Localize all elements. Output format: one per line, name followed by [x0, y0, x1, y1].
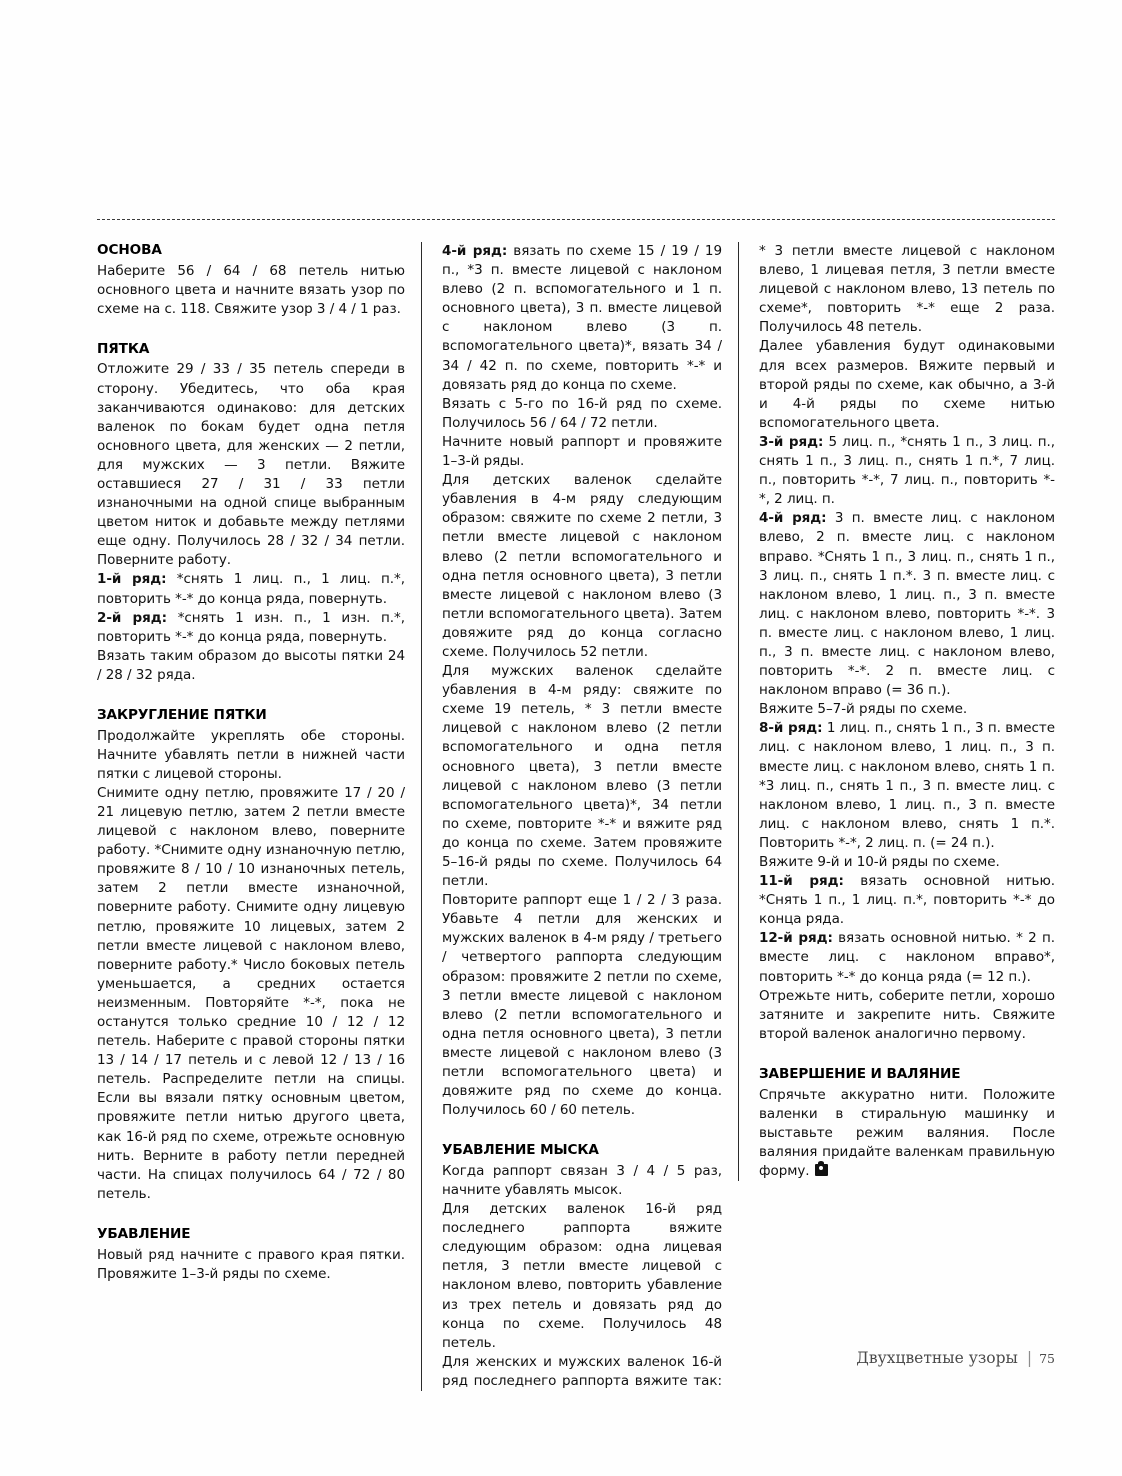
paragraph-myska-1: Когда раппорт связан 3 / 4 / 5 раз, начните убавлять мысок. — [442, 1162, 722, 1198]
three-column-layout — [97, 242, 1055, 1391]
paragraph-c2-2: Вязать с 5-го по 16-й ряд по схеме. Получилось 56 / 64 / 72 петли. — [442, 395, 722, 431]
page-number: 75 — [1039, 1351, 1055, 1366]
paragraph-pyatka-row1: 1-й ряд: *снять 1 лиц. п., 1 лиц. п.*, повторить *-* до конца ряда, повернуть. — [97, 571, 405, 607]
section-heading-zavershenie: ЗАВЕРШЕНИЕ И ВАЛЯНИЕ — [759, 1065, 961, 1082]
paragraph-osnova-1: Наберите 56 / 64 / 68 петель нитью основного цвета и начните вязать узор по схеме на с. 118. Свяжите узор 3 / 4 / 1 раз. — [97, 262, 405, 317]
paragraph-c2-4: Для детских валенок сделайте убавления в 4-м ряду следующим образом: свяжите по схеме 2 петли, 3 петли вместе лицевой с наклоном влево (2 петли вспомогательного и одна петля основного цвета), 3 петли вместе лицевой с наклоном влево (3 петли вспомогательного цвета). Затем довяжите ряд до конца согласно схеме. Получилось 52 петли. — [442, 472, 722, 660]
paragraph-pyatka-row2: 2-й ряд: *снять 1 изн. п., 1 изн. п.*, повторить *-* до конца ряда, повернуть. — [97, 609, 405, 645]
paragraph-zakruglenie-2: Снимите одну петлю, провяжите 17 / 20 / 21 лицевую петлю, затем 2 петли вместе лицевой с наклоном влево, поверните работу. *Снимите одну изнаночную петлю, провяжите 8 / 10 / 10 изнаночных петель, затем 2 петли вместе изнаночной, поверните работу. Снимите одну лицевую петлю, провяжите 10 лицевых, затем 2 петли вместе лицевой с наклоном влево, поверните работу.* Число боковых петель уменьшается, а средних остается неизменным. Повторяйте *-*, пока не останутся только средние 10 / 12 / 12 петель. Наберите с правой стороны пятки 13 / 14 / 17 петель и с левой 12 / 13 / 16 петель. Распределите петли на спицы. Если вы вязали пятку основным цветом, провяжите петли нитью другого цвета, как 16-й ряд по схеме, отрежьте основную нить. Верните в работу петли передней части. На спицах получилось 64 / 72 / 80 петель. — [97, 784, 405, 1202]
row-label: 1-й ряд: — [97, 571, 167, 588]
paragraph-c3-final: Отрежьте нить, соберите петли, хорошо затяните и закрепите нить. Свяжите второй валенок аналогично первому. — [759, 987, 1055, 1042]
paragraph-pyatka-1: Отложите 29 / 33 / 35 петель спереди в сторону. Убедитесь, что оба края заканчиваются одинаково: для детских валенок по бокам будет одна петля основного цвета, для женских — 2 петли, для мужских — 3 петли. Вяжите оставшиеся 27 / 31 / 33 петли изнаночными на одной спице выбранным цветом ниток и добавьте между петлями еще одну. Получилось 28 / 32 / 34 петли. Поверните работу. — [97, 361, 405, 569]
column-3 — [738, 242, 1055, 1181]
end-mark-icon — [815, 1164, 828, 1176]
paragraph-c3-1: * 3 петли вместе лицевой с наклоном влево, 1 лицевая петля, 3 петли вместе лицевой с наклоном влево, 13 петель по схеме*, повторить *-* еще 2 раза. Получилось 48 петель. — [759, 243, 1055, 336]
section-heading-zakruglenie-pyatki: ЗАКРУГЛЕНИЕ ПЯТКИ — [97, 707, 267, 724]
paragraph-c3-row3: 3-й ряд: 5 лиц. п., *снять 1 п., 3 лиц. п., снять 1 п., 3 лиц. п., снять 1 п.*, 7 лиц. п., повторить *-*, 7 лиц. п., повторить *-*, 2 лиц. п. — [759, 433, 1055, 508]
column-2 — [421, 242, 738, 1391]
paragraph-c2-5: Для мужских валенок сделайте убавления в 4-м ряду: свяжите по схеме 19 петель, * 3 петли вместе лицевой с наклоном влево (2 петли вспомогательного и одна петля основного цвета), 3 петли вместе лицевой с наклоном влево (3 петли вспомогательного цвета)*, 34 петли по схеме, повторите *-* и вяжите ряд до конца по схеме. Затем провяжите 5–16-й ряды по схеме. Получилось 64 петли. — [442, 663, 722, 890]
paragraph-ubavlenie-1: Новый ряд начните с правого края пятки. Провяжите 1–3-й ряды по схеме. — [97, 1246, 405, 1282]
row-label: 4-й ряд: — [442, 243, 508, 259]
paragraph-myska-2: Для детских валенок 16-й ряд последнего раппорта вяжите следующим образом: одна лицевая петля, 3 петли вместе лицевой с наклоном влево, повторить убавление из трех петель и довязать ряд до конца по схеме. Получилось 48 петель. — [442, 1201, 722, 1351]
paragraph-c2-3: Начните новый раппорт и провяжите 1–3-й ряды. — [442, 433, 722, 470]
row-label: 12-й ряд: — [759, 930, 833, 947]
paragraph-zavershenie-1 — [759, 1086, 1055, 1181]
paragraph-zakruglenie-1: Продолжайте укреплять обе стороны. Начните убавлять петли в нижней части пятки с лицевой стороны. — [97, 727, 405, 782]
paragraph-c2-row4: 4-й ряд: вязать по схеме 15 / 19 / 19 п., *3 п. вместе лицевой с наклоном влево (2 п. вспомогательного и 1 п. основного цвета), 3 п. вместе лицевой с наклоном влево (3 п. вспомогательного цвета)*, вязать 34 / 34 / 42 п. по схеме, повторить *-* и довязать ряд до конца по схеме. — [442, 243, 722, 393]
paragraph-c3-row4: 4-й ряд: 3 п. вместе лиц. с наклоном влево, 2 п. вместе лиц. с наклоном вправо. *Снять 1 п., 3 лиц. п., снять 1 п., 3 лиц. п., снять 1 п.*. 3 п. вместе лиц. с наклоном влево, 1 лиц. п., 3 п. вместе лиц. с наклоном влево, повторить *-*. 3 п. вместе лиц. с наклоном влево, 1 лиц. п., 3 п. вместе лиц. с наклоном влево, повторить *-*. 2 п. вместе лиц. с наклоном вправо (= 36 п.). — [759, 510, 1056, 699]
paragraph-c3-rows57: Вяжите 5–7-й ряды по схеме. — [759, 701, 968, 718]
row-label: 11-й ряд: — [759, 873, 844, 890]
paragraph-c3-row11: 11-й ряд: вязать основной нитью. *Снять 1 п., 1 лиц. п.*, повторить *-* до конца ряда. — [759, 873, 1056, 928]
page-footer — [97, 1349, 1055, 1367]
paragraph-c3-2: Далее убавления будут одинаковыми для всех размеров. Вяжите первый и второй ряды по схеме, как обычно, а 3-й и 4-й ряды по схеме нитью вспомогательного цвета. — [759, 338, 1055, 431]
row-label: 8-й ряд: — [759, 720, 823, 737]
section-heading-ubavlenie: УБАВЛЕНИЕ — [97, 1225, 191, 1242]
section-heading-osnova: ОСНОВА — [97, 242, 162, 258]
paragraph-zavershenie-text: Спрячьте аккуратно нити. Положите валенки в стиральную машинку и выставьте режим валяния. После валяния придайте валенкам правильную форму. — [759, 1086, 1055, 1179]
paragraph-c3-rows910: Вяжите 9-й и 10-й ряды по схеме. — [759, 854, 1000, 870]
row-label: 2-й ряд: — [97, 609, 167, 626]
top-dashed-rule — [97, 219, 1055, 220]
page-content — [97, 219, 1055, 1391]
row-label: 4-й ряд: — [759, 510, 827, 527]
row-label: 3-й ряд: — [759, 433, 824, 450]
column-1 — [97, 242, 421, 1284]
paragraph-c3-row12: 12-й ряд: вязать основной нитью. * 2 п. вместе лиц. с наклоном вправо*, повторить *-* до конца ряда (= 12 п.). — [759, 930, 1055, 985]
footer-separator: | — [1026, 1349, 1033, 1367]
paragraph-c3-row8: 8-й ряд: 1 лиц. п., снять 1 п., 3 п. вместе лиц. с наклоном влево, 1 лиц. п., 3 п. вместе лиц. с наклоном влево, снять 1 п. *3 лиц. п., снять 1 п., 3 п. вместе лиц. с наклоном влево, 1 лиц. п., 3 п. вместе лиц. с наклоном влево, снять 1 п.*. Повторить *-*, 2 лиц. п. (= 24 п.). — [759, 720, 1055, 851]
paragraph-pyatka-4: Вязать таким образом до высоты пятки 24 / 28 / 32 ряда. — [97, 647, 405, 683]
footer-title: Двухцветные узоры — [856, 1349, 1018, 1367]
section-heading-ubavlenie-myska: УБАВЛЕНИЕ МЫСКА — [442, 1142, 599, 1159]
paragraph-c2-6: Повторите раппорт еще 1 / 2 / 3 раза. Убавьте 4 петли для женских и мужских валенок в 4-м ряду / третьего / четвертого раппорта следующим образом: провяжите 2 петли по схеме, 3 петли вместе лицевой с наклоном влево (2 петли вспомогательного и одна петля основного цвета), 3 петли вместе лицевой с наклоном влево (3 петли вспомогательного цвета) и довяжите ряд по схеме до конца. Получилось 60 / 60 петель. — [442, 892, 722, 1119]
paragraph-myska-3: Для женских и мужских валенок 16-й ряд последнего раппорта вяжите так: — [442, 1353, 722, 1389]
section-heading-pyatka: ПЯТКА — [97, 340, 150, 357]
